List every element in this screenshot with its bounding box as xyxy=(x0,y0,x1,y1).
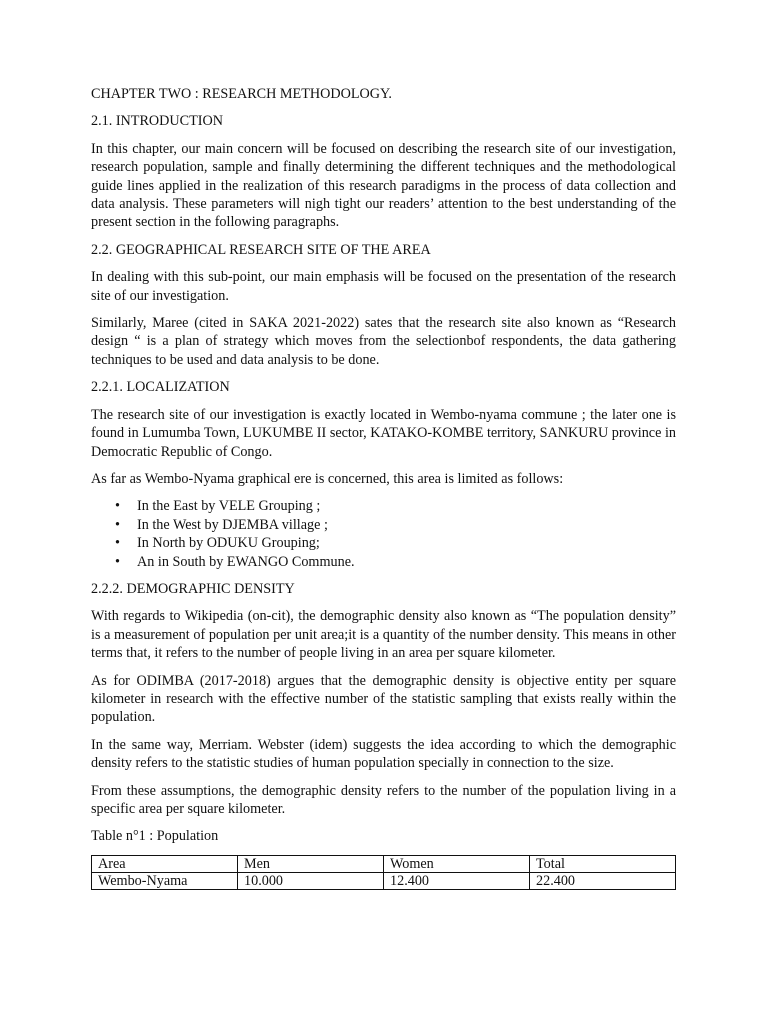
table-header-men: Men xyxy=(238,855,384,872)
list-item-text: An in South by EWANGO Commune. xyxy=(137,553,355,570)
section-heading-introduction: 2.1. INTRODUCTION xyxy=(91,113,224,130)
document-body xyxy=(91,85,676,890)
list-item-text: In the West by DJEMBA village ; xyxy=(137,516,328,533)
boundary-list xyxy=(91,497,676,571)
population-table xyxy=(91,855,676,890)
list-item xyxy=(91,553,676,571)
table-header-area: Area xyxy=(92,855,238,872)
paragraph-geo-1: In dealing with this sub-point, our main emphasis will be focused on the presentation of the research site of our investigation. xyxy=(91,269,676,304)
paragraph-localization-1: The research site of our investigation is exactly located in Wembo-nyama commune ; the later one is found in Lumumba Town, LUKUMBE II sector, KATAKO-KOMBE territory, SANKURU province in Democratic Republic of Congo. xyxy=(91,406,676,460)
section-heading-localization: 2.2.1. LOCALIZATION xyxy=(91,379,230,396)
section-heading-geographical-site: 2.2. GEOGRAPHICAL RESEARCH SITE OF THE AREA xyxy=(91,241,431,258)
paragraph-localization-2: As far as Wembo-Nyama graphical ere is concerned, this area is limited as follows: xyxy=(91,470,564,487)
list-item-text: In the East by VELE Grouping ; xyxy=(137,498,321,515)
list-item xyxy=(91,516,676,534)
table-cell-men: 10.000 xyxy=(238,872,384,889)
paragraph-density-4: From these assumptions, the demographic density refers to the number of the population living in a specific area per square kilometer. xyxy=(91,782,676,817)
table-cell-area: Wembo-Nyama xyxy=(92,872,238,889)
paragraph-density-3: In the same way, Merriam. Webster (idem) suggests the idea according to which the demographic density refers to the statistic studies of human population specially in connection to the size. xyxy=(91,736,676,772)
bullet-icon: • xyxy=(115,516,120,533)
paragraph-density-2: As for ODIMBA (2017-2018) argues that the demographic density is objective entity per square kilometer in research with the effective number of the statistic sampling that exists really within the population. xyxy=(91,672,676,726)
paragraph-geo-2: Similarly, Maree (cited in SAKA 2021-2022) sates that the research site also known as “Research design “ is a plan of strategy which moves from the selectionbof respondents, the data gathering techniques to be used and data analysis to be done. xyxy=(91,315,676,368)
list-item xyxy=(91,497,676,515)
table-cell-total: 22.400 xyxy=(530,872,676,889)
paragraph-density-1: With regards to Wikipedia (on-cit), the demographic density also known as “The population density” is a measurement of population per unit area;it is a quantity of the number density. This means in other terms that, it refers to the number of people living in an area per square kilometer. xyxy=(91,608,676,662)
table-header-women: Women xyxy=(384,855,530,872)
bullet-icon: • xyxy=(115,535,120,552)
bullet-icon: • xyxy=(115,498,120,515)
table-header-total: Total xyxy=(530,855,676,872)
list-item xyxy=(91,534,676,552)
section-heading-demographic-density: 2.2.2. DEMOGRAPHIC DENSITY xyxy=(91,580,295,597)
chapter-title: CHAPTER TWO : RESEARCH METHODOLOGY. xyxy=(91,86,392,102)
bullet-icon: • xyxy=(115,553,120,570)
table-cell-women: 12.400 xyxy=(384,872,530,889)
paragraph-introduction: In this chapter, our main concern will be focused on describing the research site of our investigation, research population, sample and finally determining the different techniques and the methodological guide lines applied in the realization of this research paradigms in the process of data collection and data analysis. These parameters will nigh tight our readers’ attention to the best understanding of the present section in the following paragraphs. xyxy=(91,140,676,231)
table-row xyxy=(92,872,676,889)
table-caption: Table n°1 : Population xyxy=(91,828,219,845)
list-item-text: In North by ODUKU Grouping; xyxy=(137,535,320,552)
table-header-row xyxy=(92,855,676,872)
